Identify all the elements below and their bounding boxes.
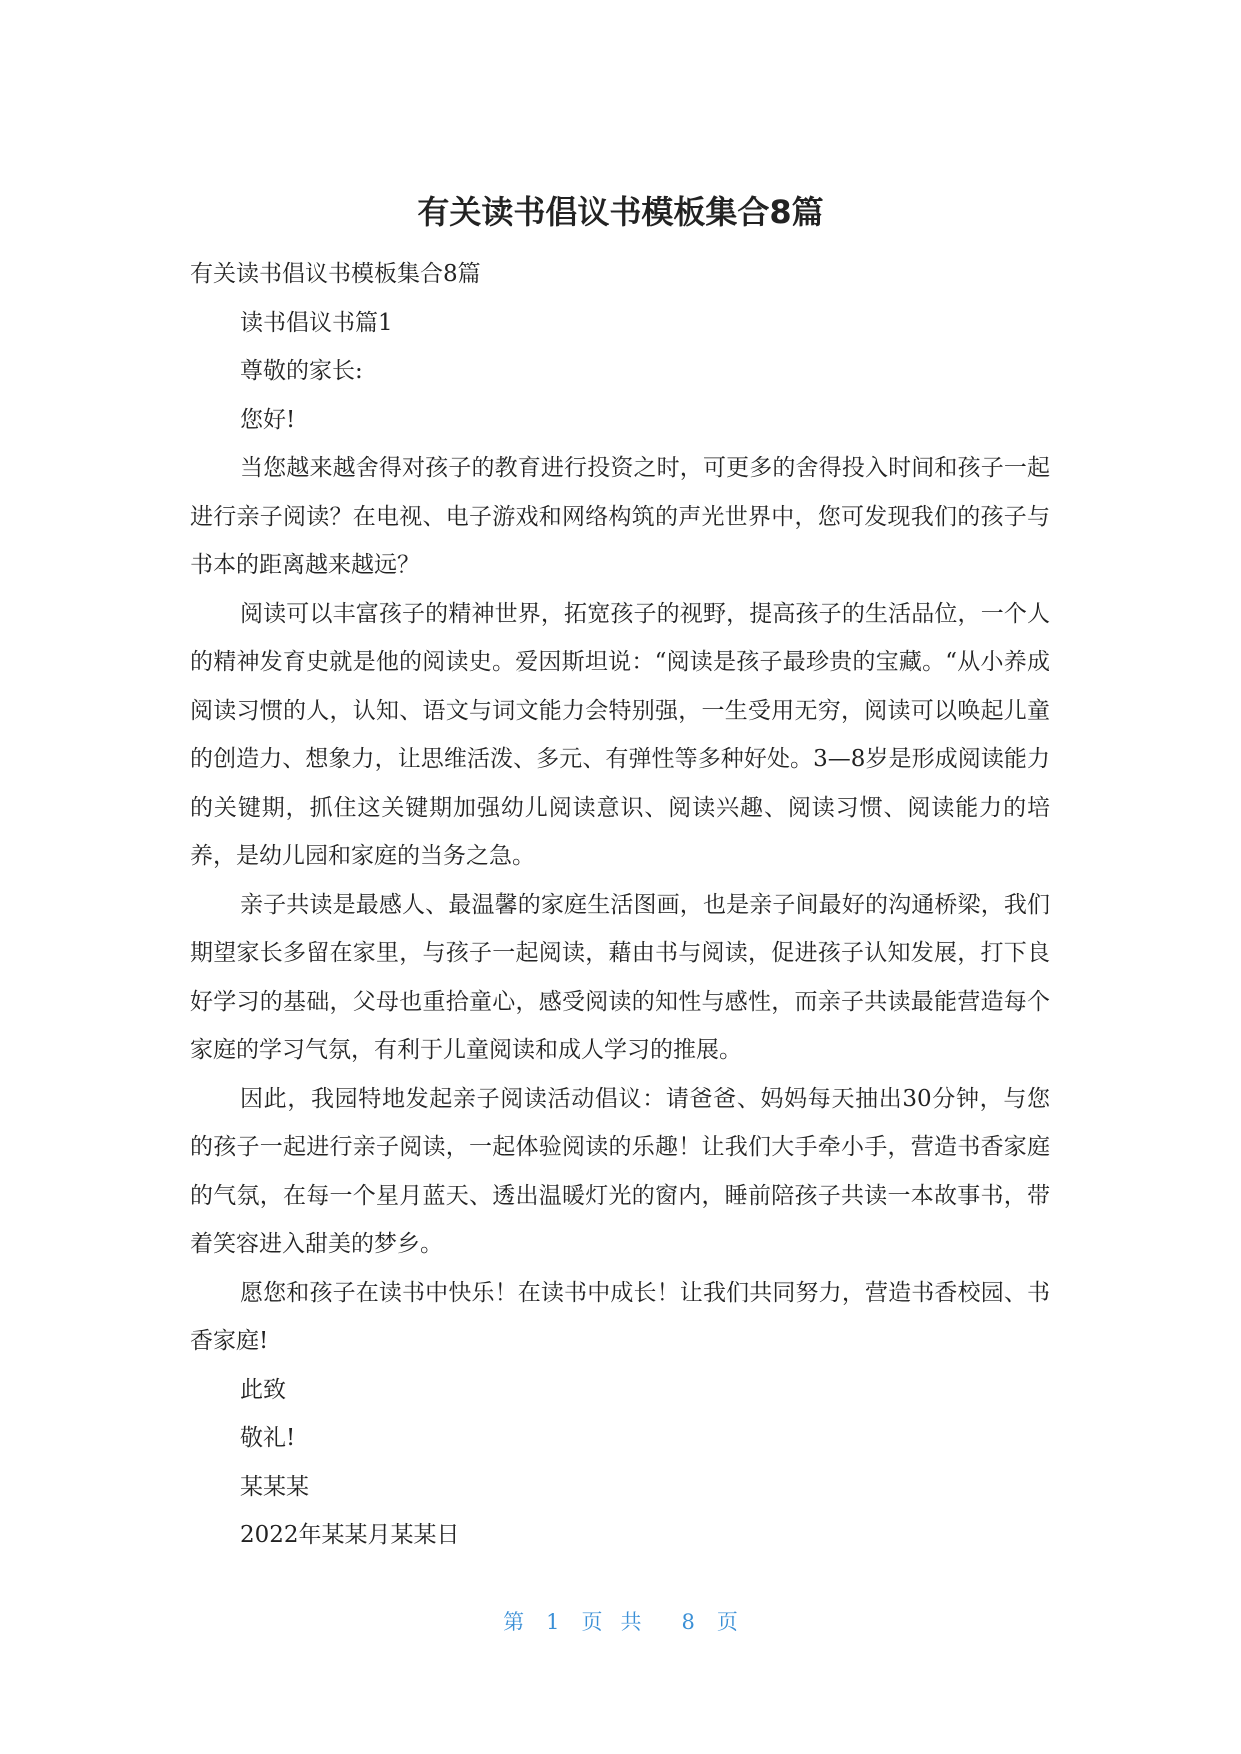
paragraph: 愿您和孩子在读书中快乐！在读书中成长！让我们共同努力，营造书香校园、书香家庭! (190, 1279, 1050, 1354)
page-label-suffix: 页 (716, 1610, 738, 1634)
greeting: 您好! (240, 406, 296, 433)
document-body (190, 250, 1050, 1560)
paragraph: 亲子共读是最感人、最温馨的家庭生活图画，也是亲子间最好的沟通桥梁，我们期望家长多留在家里，与孩子一起阅读，藉由书与阅读，促进孩子认知发展，打下良好学习的基础，父母也重拾童心，感受阅读的知性与感性，而亲子共读最能营造每个家庭的学习气氛，有利于儿童阅读和成人学习的推展。 (190, 891, 1050, 1063)
page-label-mid: 页共 (581, 1610, 660, 1634)
regards: 敬礼! (240, 1425, 296, 1451)
closing: 此致 (240, 1376, 286, 1403)
paragraph: 当您越来越舍得对孩子的教育进行投资之时，可更多的舍得投入时间和孩子一起进行亲子阅读？在电视、电子游戏和网络构筑的声光世界中，您可发现我们的孩子与书本的距离越来越远？ (190, 455, 1050, 578)
page-label-prefix: 第 (503, 1610, 525, 1634)
current-page-number: 1 (546, 1610, 560, 1634)
total-pages-number: 8 (681, 1610, 695, 1634)
document-subtitle: 有关读书倡议书模板集合8篇 (190, 261, 481, 287)
page-footer (0, 1607, 1241, 1637)
signature: 某某某 (240, 1473, 309, 1500)
date: 2022年某某月某某日 (240, 1522, 460, 1548)
salutation: 尊敬的家长: (240, 358, 363, 384)
document-title: 有关读书倡议书模板集合8篇 (417, 193, 824, 231)
section-heading: 读书倡议书篇1 (240, 309, 393, 336)
paragraph: 阅读可以丰富孩子的精神世界，拓宽孩子的视野，提高孩子的生活品位，一个人的精神发育史就是他的阅读史。爱因斯坦说：“阅读是孩子最珍贵的宝藏。“从小养成阅读习惯的人，认知、语文与词文能力会特别强，一生受用无穷，阅读可以唤起儿童的创造力、想象力，让思维活泼、多元、有弹性等多种好处。3—8岁是形成阅读能力的关键期，抓住这关键期加强幼儿阅读意识、阅读兴趣、阅读习惯、阅读能力的培养，是幼儿园和家庭的当务之急。 (190, 600, 1050, 869)
paragraph: 因此，我园特地发起亲子阅读活动倡议：请爸爸、妈妈每天抽出30分钟，与您的孩子一起进行亲子阅读，一起体验阅读的乐趣！让我们大手牵小手，营造书香家庭的气氛，在每一个星月蓝天、透出温暖灯光的窗内，睡前陪孩子共读一本故事书，带着笑容进入甜美的梦乡。 (190, 1085, 1050, 1257)
